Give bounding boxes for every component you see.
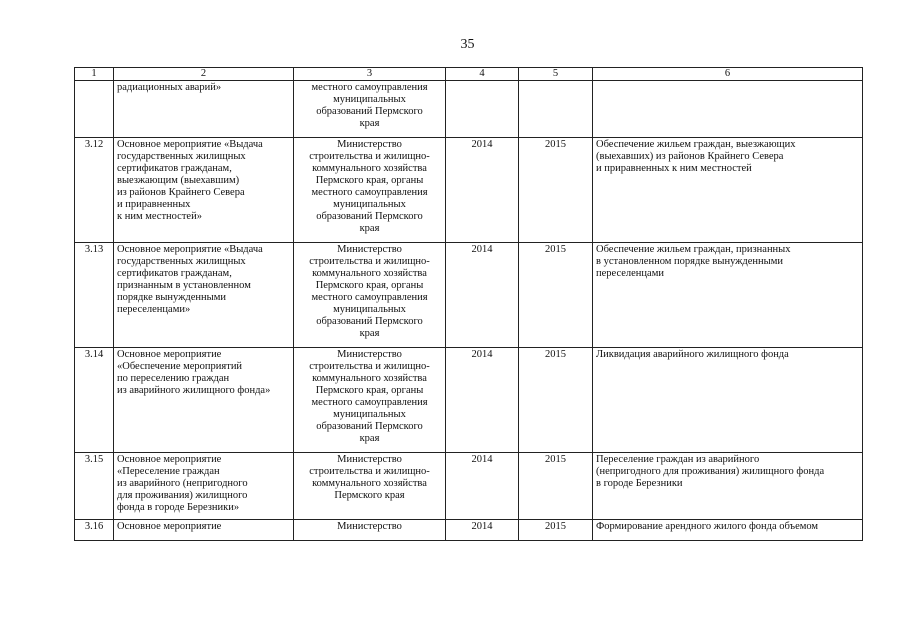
- executor-cell-line: муниципальных: [333, 199, 406, 210]
- executor-cell-line: строительства и жилищно-: [309, 256, 430, 267]
- executor-cell-line: края: [359, 223, 380, 234]
- table-row: [75, 520, 863, 541]
- activity-name-cell-line: радиационных аварий»: [117, 82, 222, 93]
- activity-name-cell-line: для проживания) жилищного: [117, 490, 248, 501]
- header-col-4: 4: [446, 68, 519, 81]
- activity-name-cell-line: признанным в установленном: [117, 280, 251, 291]
- executor-cell-line: муниципальных: [333, 94, 406, 105]
- activity-name-cell: [114, 243, 294, 348]
- expected-result-cell-line: Обеспечение жильем граждан, выезжающих: [596, 139, 796, 150]
- activity-name-cell: [114, 348, 294, 453]
- activity-name-cell-line: фонда в городе Березники»: [117, 502, 240, 513]
- end-year-cell: 2015: [519, 138, 593, 243]
- executor-cell-line: образований Пермского: [316, 316, 423, 327]
- executor-cell: [294, 348, 446, 453]
- activity-name-cell-line: Основное мероприятие: [117, 349, 222, 360]
- executor-cell-line: местного самоуправления: [311, 82, 428, 93]
- expected-result-cell-line: (непригодного для проживания) жилищного фонда: [596, 466, 825, 477]
- executor-cell: [294, 453, 446, 520]
- activity-name-cell: [114, 81, 294, 138]
- end-year-cell: 2015: [519, 243, 593, 348]
- end-year-cell: 2015: [519, 348, 593, 453]
- table-row: [75, 81, 863, 138]
- executor-cell: [294, 243, 446, 348]
- start-year-cell: 2014: [446, 348, 519, 453]
- executor-cell-line: Пермского края, органы: [315, 280, 424, 291]
- activity-name-cell-line: из аварийного жилищного фонда»: [117, 385, 271, 396]
- executor-cell-line: Министерство: [337, 139, 402, 150]
- expected-result-cell-line: Обеспечение жильем граждан, признанных: [596, 244, 791, 255]
- activity-name-cell-line: и приравненных: [117, 199, 191, 210]
- start-year-cell: [446, 81, 519, 138]
- header-col-1: 1: [75, 68, 114, 81]
- item-number-cell: [75, 81, 114, 138]
- executor-cell-line: местного самоуправления: [311, 292, 428, 303]
- program-table: [74, 67, 863, 541]
- executor-cell-line: коммунального хозяйства: [312, 268, 427, 279]
- activity-name-cell-line: государственных жилищных: [117, 256, 246, 267]
- end-year-cell: 2015: [519, 453, 593, 520]
- table-body: [75, 81, 863, 541]
- activity-name-cell-line: Основное мероприятие «Выдача: [117, 244, 263, 255]
- activity-name-cell-line: «Обеспечение мероприятий: [117, 361, 243, 372]
- executor-cell-line: строительства и жилищно-: [309, 466, 430, 477]
- executor-cell: [294, 81, 446, 138]
- executor-cell-line: края: [359, 328, 380, 339]
- executor-cell-line: Министерство: [337, 349, 402, 360]
- executor-cell-line: образований Пермского: [316, 211, 423, 222]
- end-year-cell: 2015: [519, 520, 593, 541]
- executor-cell-line: Министерство: [337, 244, 402, 255]
- activity-name-cell: [114, 453, 294, 520]
- expected-result-cell-line: в городе Березники: [596, 478, 683, 489]
- expected-result-cell: [593, 138, 863, 243]
- expected-result-cell: [593, 453, 863, 520]
- executor-cell: [294, 520, 446, 541]
- executor-cell-line: строительства и жилищно-: [309, 151, 430, 162]
- activity-name-cell-line: Основное мероприятие «Выдача: [117, 139, 263, 150]
- executor-cell-line: местного самоуправления: [311, 187, 428, 198]
- expected-result-cell-line: Переселение граждан из аварийного: [596, 454, 760, 465]
- activity-name-cell-line: выезжающим (выехавшим): [117, 175, 240, 186]
- table-row: [75, 348, 863, 453]
- activity-name-cell-line: Основное мероприятие: [117, 521, 222, 532]
- activity-name-cell-line: порядке вынужденными: [117, 292, 226, 303]
- activity-name-cell-line: «Переселение граждан: [117, 466, 220, 477]
- activity-name-cell-line: к ним местностей»: [117, 211, 202, 222]
- start-year-cell: 2014: [446, 453, 519, 520]
- executor-cell-line: Пермского края, органы: [315, 385, 424, 396]
- executor-cell-line: Министерство: [337, 521, 402, 532]
- start-year-cell: 2014: [446, 138, 519, 243]
- table-row: [75, 243, 863, 348]
- activity-name-cell-line: Основное мероприятие: [117, 454, 222, 465]
- activity-name-cell-line: государственных жилищных: [117, 151, 246, 162]
- expected-result-cell-line: в установленном порядке вынужденными: [596, 256, 783, 267]
- executor-cell-line: образований Пермского: [316, 421, 423, 432]
- executor-cell-line: Министерство: [337, 454, 402, 465]
- executor-cell-line: коммунального хозяйства: [312, 163, 427, 174]
- expected-result-cell-line: (выехавших) из районов Крайнего Севера: [596, 151, 784, 162]
- start-year-cell: 2014: [446, 520, 519, 541]
- activity-name-cell-line: по переселению граждан: [117, 373, 230, 384]
- header-row: [75, 68, 863, 81]
- table-row: [75, 138, 863, 243]
- header-col-3: 3: [294, 68, 446, 81]
- item-number-cell: 3.14: [75, 348, 114, 453]
- activity-name-cell: [114, 138, 294, 243]
- executor-cell-line: муниципальных: [333, 304, 406, 315]
- executor-cell-line: строительства и жилищно-: [309, 361, 430, 372]
- executor-cell-line: Пермского края: [334, 490, 405, 501]
- page-number: 35: [460, 37, 475, 52]
- item-number-cell: 3.12: [75, 138, 114, 243]
- start-year-cell: 2014: [446, 243, 519, 348]
- expected-result-cell-line: Формирование арендного жилого фонда объемом: [596, 521, 819, 532]
- executor-cell-line: Пермского края, органы: [315, 175, 424, 186]
- table-row: [75, 453, 863, 520]
- expected-result-cell-line: переселенцами: [596, 268, 664, 279]
- executor-cell-line: местного самоуправления: [311, 397, 428, 408]
- expected-result-cell: [593, 243, 863, 348]
- item-number-cell: 3.13: [75, 243, 114, 348]
- executor-cell-line: коммунального хозяйства: [312, 373, 427, 384]
- activity-name-cell-line: сертификатов гражданам,: [117, 163, 232, 174]
- activity-name-cell-line: переселенцами»: [117, 304, 191, 315]
- activity-name-cell-line: сертификатов гражданам,: [117, 268, 232, 279]
- executor-cell-line: края: [359, 118, 380, 129]
- expected-result-cell: [593, 520, 863, 541]
- expected-result-cell: [593, 81, 863, 138]
- header-col-6: 6: [593, 68, 863, 81]
- expected-result-cell-line: Ликвидация аварийного жилищного фонда: [596, 349, 789, 360]
- activity-name-cell-line: из аварийного (непригодного: [117, 478, 248, 489]
- expected-result-cell-line: и приравненных к ним местностей: [596, 163, 752, 174]
- item-number-cell: 3.16: [75, 520, 114, 541]
- executor-cell: [294, 138, 446, 243]
- header-col-2: 2: [114, 68, 294, 81]
- activity-name-cell: [114, 520, 294, 541]
- expected-result-cell: [593, 348, 863, 453]
- executor-cell-line: образований Пермского: [316, 106, 423, 117]
- executor-cell-line: коммунального хозяйства: [312, 478, 427, 489]
- executor-cell-line: муниципальных: [333, 409, 406, 420]
- end-year-cell: [519, 81, 593, 138]
- header-col-5: 5: [519, 68, 593, 81]
- activity-name-cell-line: из районов Крайнего Севера: [117, 187, 245, 198]
- item-number-cell: 3.15: [75, 453, 114, 520]
- executor-cell-line: края: [359, 433, 380, 444]
